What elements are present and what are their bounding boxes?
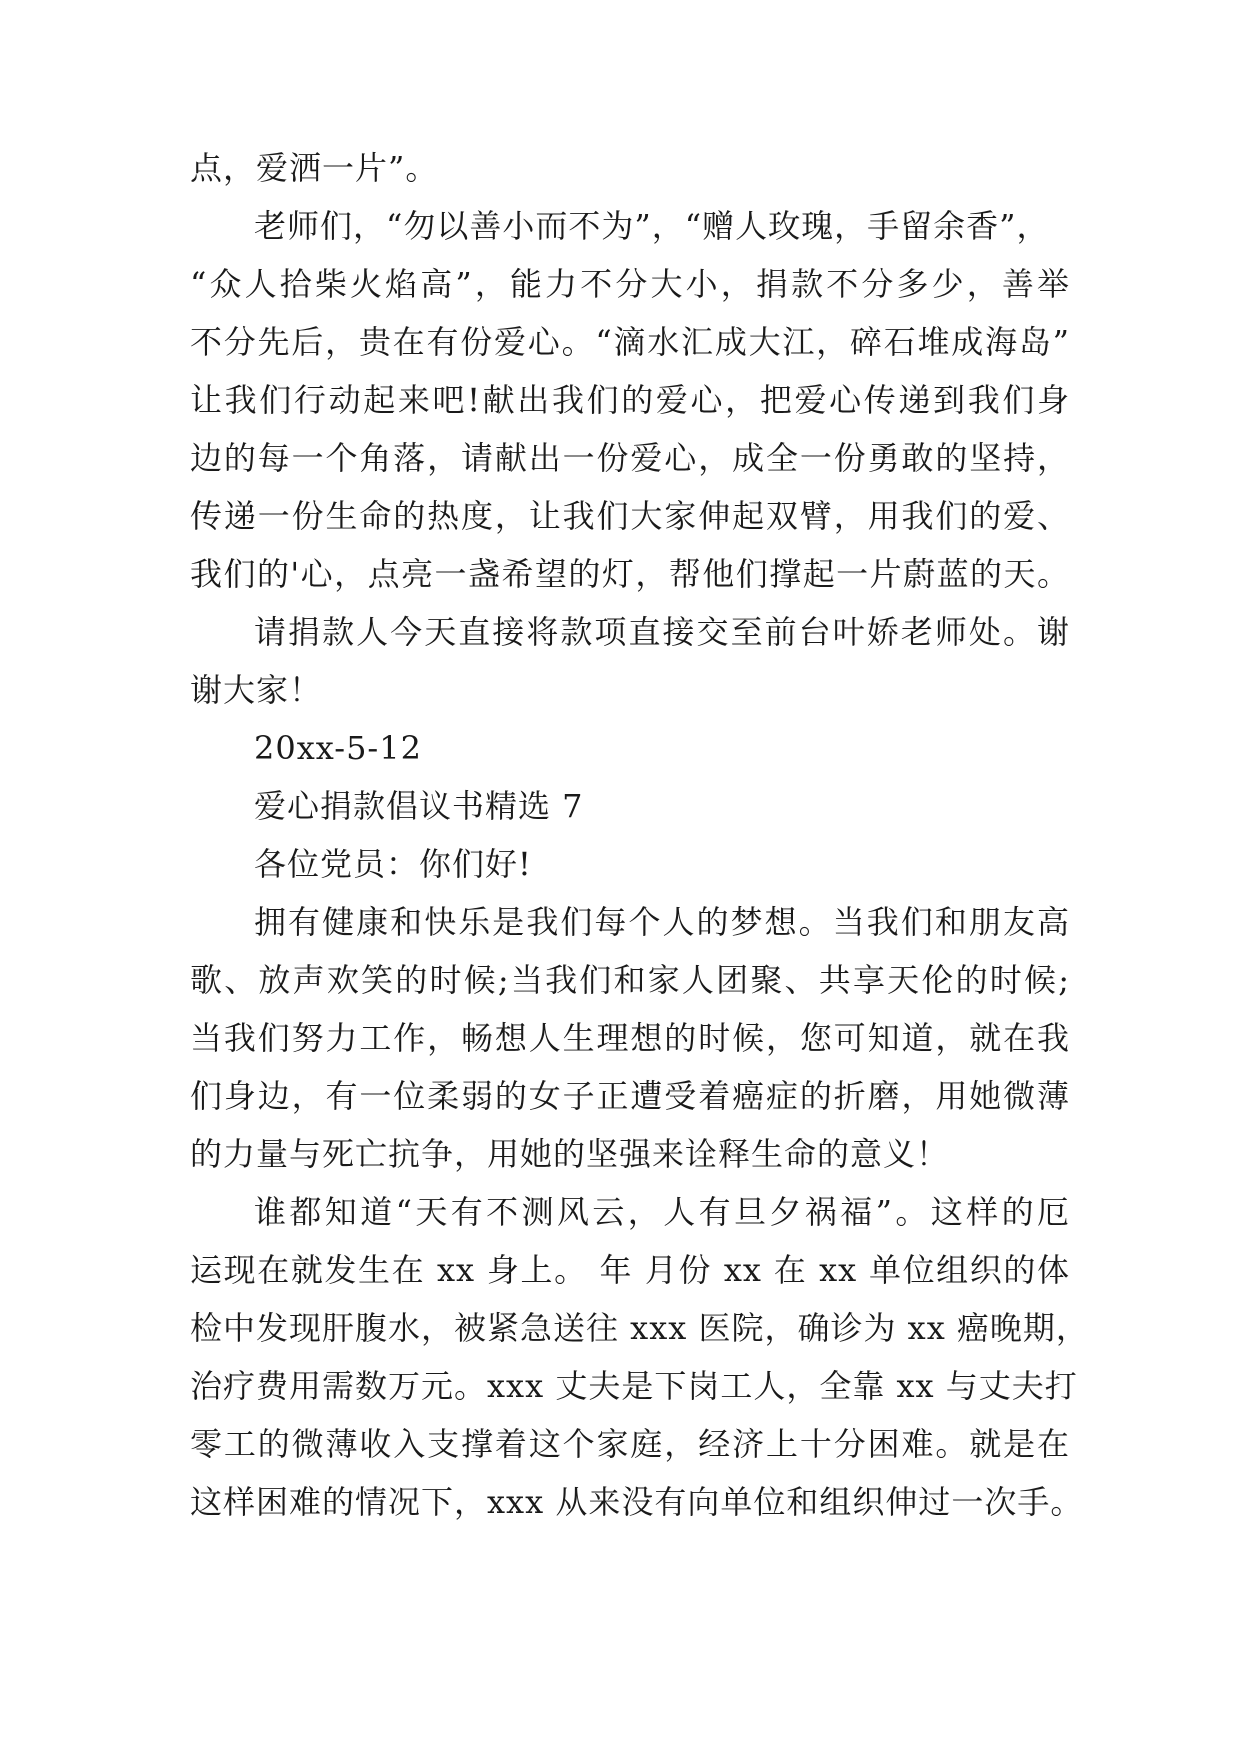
text-line: 歌、放声欢笑的时候;当我们和家人团聚、共享天伦的时候; <box>190 961 1070 999</box>
section-title: 爱心捐款倡议书精选 7 <box>254 787 584 825</box>
text-line: 检中发现肝腹水，被紧急送往 xxx 医院，确诊为 xx 癌晚期， <box>190 1309 1089 1347</box>
paragraph-start-line: 谁都知道“天有不测风云，人有旦夕祸福”。这样的厄 <box>254 1193 1070 1231</box>
text-line: 当我们努力工作，畅想人生理想的时候，您可知道，就在我 <box>190 1019 1070 1057</box>
paragraph-start-line: 拥有健康和快乐是我们每个人的梦想。当我们和朋友高 <box>254 903 1070 941</box>
text-line: 我们的'心，点亮一盏希望的灯，帮他们撑起一片蔚蓝的天。 <box>190 555 1070 593</box>
text-line: 治疗费用需数万元。xxx 丈夫是下岗工人，全靠 xx 与丈夫打 <box>190 1367 1078 1405</box>
text-line: “众人拾柴火焰高”，能力不分大小，捐款不分多少，善举 <box>190 265 1070 303</box>
paragraph-start-line: 请捐款人今天直接将款项直接交至前台叶娇老师处。谢 <box>254 613 1070 651</box>
text-line: 边的每一个角落，请献出一份爱心，成全一份勇敢的坚持， <box>190 439 1070 477</box>
text-line: 让我们行动起来吧!献出我们的爱心，把爱心传递到我们身 <box>190 381 1070 419</box>
text-line: 点，爱洒一片”。 <box>190 149 439 187</box>
paragraph-start-line: 老师们，“勿以善小而不为”，“赠人玫瑰，手留余香”， <box>254 207 1050 245</box>
text-line: 谢大家！ <box>190 671 323 709</box>
date-line: 20xx-5-12 <box>254 729 422 767</box>
text-line: 传递一份生命的热度，让我们大家伸起双臂，用我们的爱、 <box>190 497 1070 535</box>
text-line: 不分先后，贵在有份爱心。“滴水汇成大江，碎石堆成海岛” <box>190 323 1070 361</box>
text-line: 的力量与死亡抗争，用她的坚强来诠释生命的意义！ <box>190 1135 950 1173</box>
salutation: 各位党员：你们好! <box>254 845 532 883</box>
text-line: 零工的微薄收入支撑着这个家庭，经济上十分困难。就是在 <box>190 1425 1070 1463</box>
text-line: 这样困难的情况下，xxx 从来没有向单位和组织伸过一次手。 <box>190 1483 1084 1521</box>
text-line: 们身边，有一位柔弱的女子正遭受着癌症的折磨，用她微薄 <box>190 1077 1070 1115</box>
text-line: 运现在就发生在 xx 身上。 年 月份 xx 在 xx 单位组织的体 <box>190 1251 1070 1289</box>
